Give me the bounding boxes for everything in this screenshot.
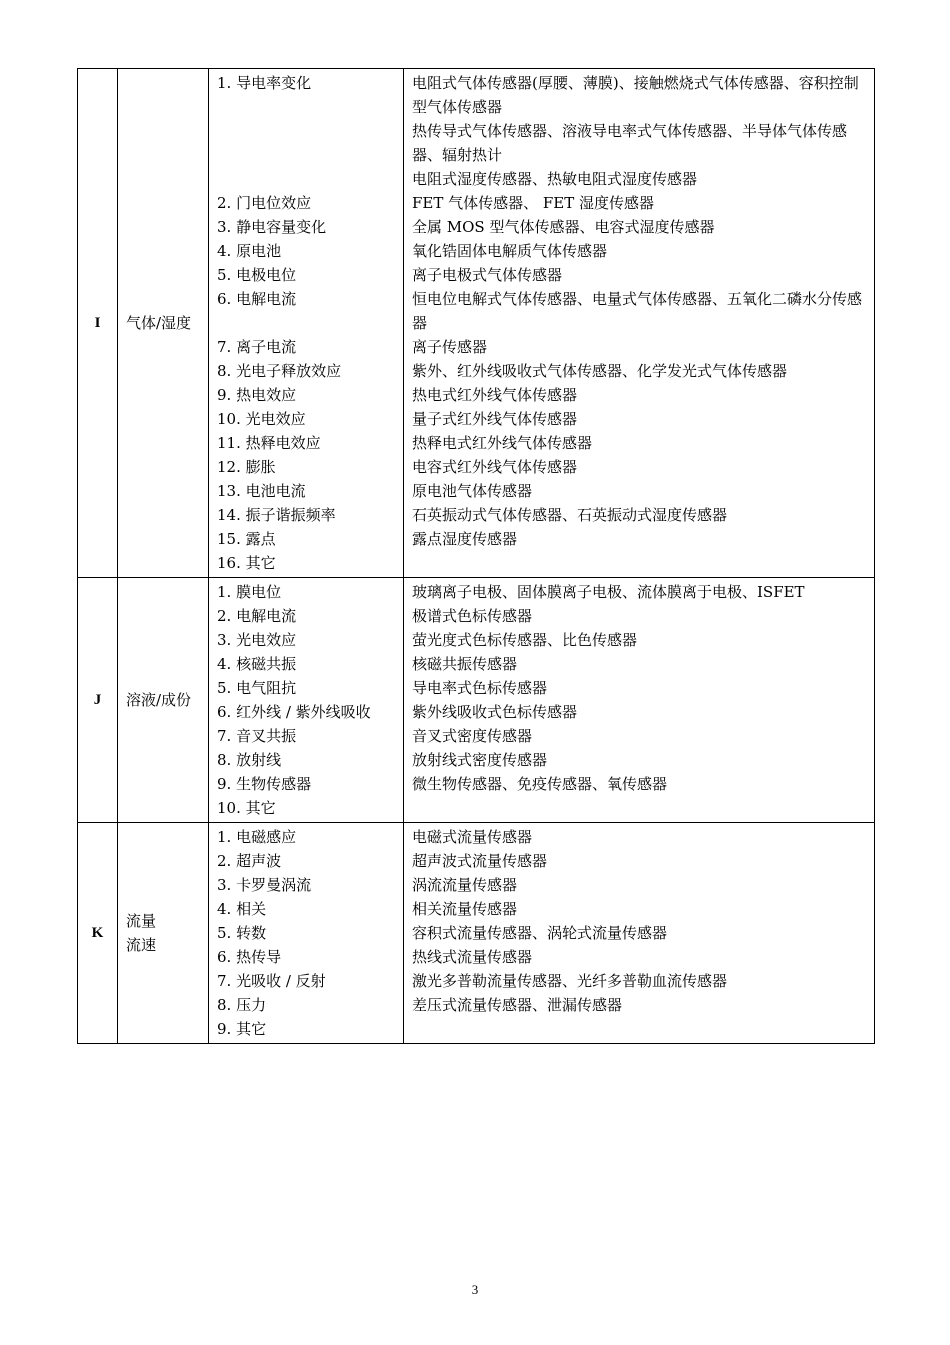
principle-item: 13. 电池电流	[217, 482, 306, 500]
sensor-item: 导电率式色标传感器	[412, 679, 548, 697]
principle-item: 14. 振子谐振频率	[217, 506, 336, 524]
category-line: 溶液/成份	[126, 691, 192, 709]
principle-item: 3. 光电效应	[217, 631, 297, 649]
principle-item: 5. 电极电位	[217, 266, 297, 284]
principle-item: 8. 压力	[217, 996, 267, 1014]
sensor-item: 紫外线吸收式色标传感器	[412, 703, 578, 721]
principle-item: 9. 生物传感器	[217, 775, 312, 793]
sensor-item: 超声波式流量传感器	[412, 852, 548, 870]
sensor-item: 涡流流量传感器	[412, 876, 518, 894]
principle-item: 2. 电解电流	[217, 607, 297, 625]
sensor-item: 原电池气体传感器	[412, 482, 533, 500]
principle-item: 4. 原电池	[217, 242, 282, 260]
sensor-item: 热线式流量传感器	[412, 948, 533, 966]
principle-item: 4. 核磁共振	[217, 655, 297, 673]
sensor-item: 容积式流量传感器、涡轮式流量传感器	[412, 924, 668, 942]
sensor-item: 热释电式红外线气体传感器	[412, 434, 593, 452]
sensor-item: 激光多普勒流量传感器、光纤多普勒血流传感器	[412, 972, 728, 990]
principle-item: 12. 膨胀	[217, 458, 276, 476]
principle-item: 6. 红外线 / 紫外线吸收	[217, 703, 371, 721]
principle-list	[209, 578, 404, 823]
sensor-item: 极谱式色标传感器	[412, 607, 533, 625]
principle-item: 6. 热传导	[217, 948, 282, 966]
principle-item	[217, 143, 403, 167]
principle-item: 10. 光电效应	[217, 410, 306, 428]
sensor-item: 露点湿度传感器	[412, 530, 518, 548]
principle-item: 3. 静电容量变化	[217, 218, 327, 236]
principle-item: 5. 电气阻抗	[217, 679, 297, 697]
page-number: 3	[471, 1282, 479, 1297]
group-category	[118, 69, 209, 578]
sensor-item: 核磁共振传感器	[412, 655, 518, 673]
principle-item: 16. 其它	[217, 554, 276, 572]
sensor-classification-table	[77, 68, 875, 1044]
principle-item	[217, 167, 403, 191]
principle-item: 8. 光电子释放效应	[217, 362, 342, 380]
sensor-item: 量子式红外线气体传感器	[412, 410, 578, 428]
sensor-item: FET 气体传感器、 FET 湿度传感器	[412, 194, 655, 212]
group-row	[78, 578, 875, 823]
group-row	[78, 823, 875, 1044]
sensor-list	[404, 578, 875, 823]
group-category	[118, 823, 209, 1044]
group-code: I	[78, 69, 118, 578]
sensor-item: 离子电极式气体传感器	[412, 266, 563, 284]
principle-item: 5. 转数	[217, 924, 267, 942]
sensor-item: 差压式流量传感器、泄漏传感器	[412, 996, 623, 1014]
sensor-item: 放射线式密度传感器	[412, 751, 548, 769]
sensor-item: 氧化锆固体电解质气体传感器	[412, 242, 608, 260]
table-body	[78, 69, 875, 1044]
principle-item: 10. 其它	[217, 799, 276, 817]
sensor-item: 萤光度式色标传感器、比色传感器	[412, 631, 638, 649]
sensor-item: 电容式红外线气体传感器	[412, 458, 578, 476]
principle-item: 2. 门电位效应	[217, 194, 312, 212]
group-code: K	[78, 823, 118, 1044]
principle-item: 3. 卡罗曼涡流	[217, 876, 312, 894]
sensor-item: 全属 MOS 型气体传感器、电容式湿度传感器	[412, 218, 715, 236]
sensor-item: 热电式红外线气体传感器	[412, 386, 578, 404]
sensor-item: 电阻式气体传感器(厚腰、薄膜)、接触燃烧式气体传感器、容积控制型气体传感器	[412, 74, 859, 116]
group-category	[118, 578, 209, 823]
principle-item: 1. 膜电位	[217, 583, 282, 601]
sensor-item: 恒电位电解式气体传感器、电量式气体传感器、五氧化二磷水分传感器	[412, 290, 863, 332]
category-line: 流量	[126, 912, 157, 930]
principle-item: 2. 超声波	[217, 852, 282, 870]
principle-item: 1. 导电率变化	[217, 74, 312, 92]
group-code: J	[78, 578, 118, 823]
principle-item: 8. 放射线	[217, 751, 282, 769]
group-row	[78, 69, 875, 578]
principle-item	[217, 119, 403, 143]
sensor-list	[404, 69, 875, 578]
principle-list	[209, 823, 404, 1044]
principle-item: 11. 热释电效应	[217, 434, 321, 452]
sensor-item: 电阻式湿度传感器、热敏电阻式湿度传感器	[412, 170, 698, 188]
sensor-item: 石英振动式气体传感器、石英振动式湿度传感器	[412, 506, 728, 524]
category-line: 气体/湿度	[126, 314, 192, 332]
sensor-item: 紫外、红外线吸收式气体传感器、化学发光式气体传感器	[412, 362, 788, 380]
principle-item	[217, 311, 403, 335]
principle-item: 9. 其它	[217, 1020, 267, 1038]
sensor-item: 电磁式流量传感器	[412, 828, 533, 846]
principle-item	[217, 95, 403, 119]
sensor-item: 相关流量传感器	[412, 900, 518, 918]
principle-item: 7. 光吸收 / 反射	[217, 972, 326, 990]
sensor-list	[404, 823, 875, 1044]
principle-item: 6. 电解电流	[217, 290, 297, 308]
sensor-item: 音叉式密度传感器	[412, 727, 533, 745]
principle-item: 15. 露点	[217, 530, 276, 548]
principle-item: 4. 相关	[217, 900, 267, 918]
sensor-item: 热传导式气体传感器、溶液导电率式气体传感器、半导体气体传感器、辐射热计	[412, 122, 848, 164]
principle-list	[209, 69, 404, 578]
sensor-item: 玻璃离子电极、固体膜离子电极、流体膜离于电极、ISFET	[412, 583, 805, 601]
principle-item: 1. 电磁感应	[217, 828, 297, 846]
sensor-item: 离子传感器	[412, 338, 488, 356]
category-line: 流速	[126, 936, 157, 954]
principle-item: 9. 热电效应	[217, 386, 297, 404]
principle-item: 7. 离子电流	[217, 338, 297, 356]
principle-item: 7. 音叉共振	[217, 727, 297, 745]
sensor-item: 微生物传感器、免疫传感器、氧传感器	[412, 775, 668, 793]
